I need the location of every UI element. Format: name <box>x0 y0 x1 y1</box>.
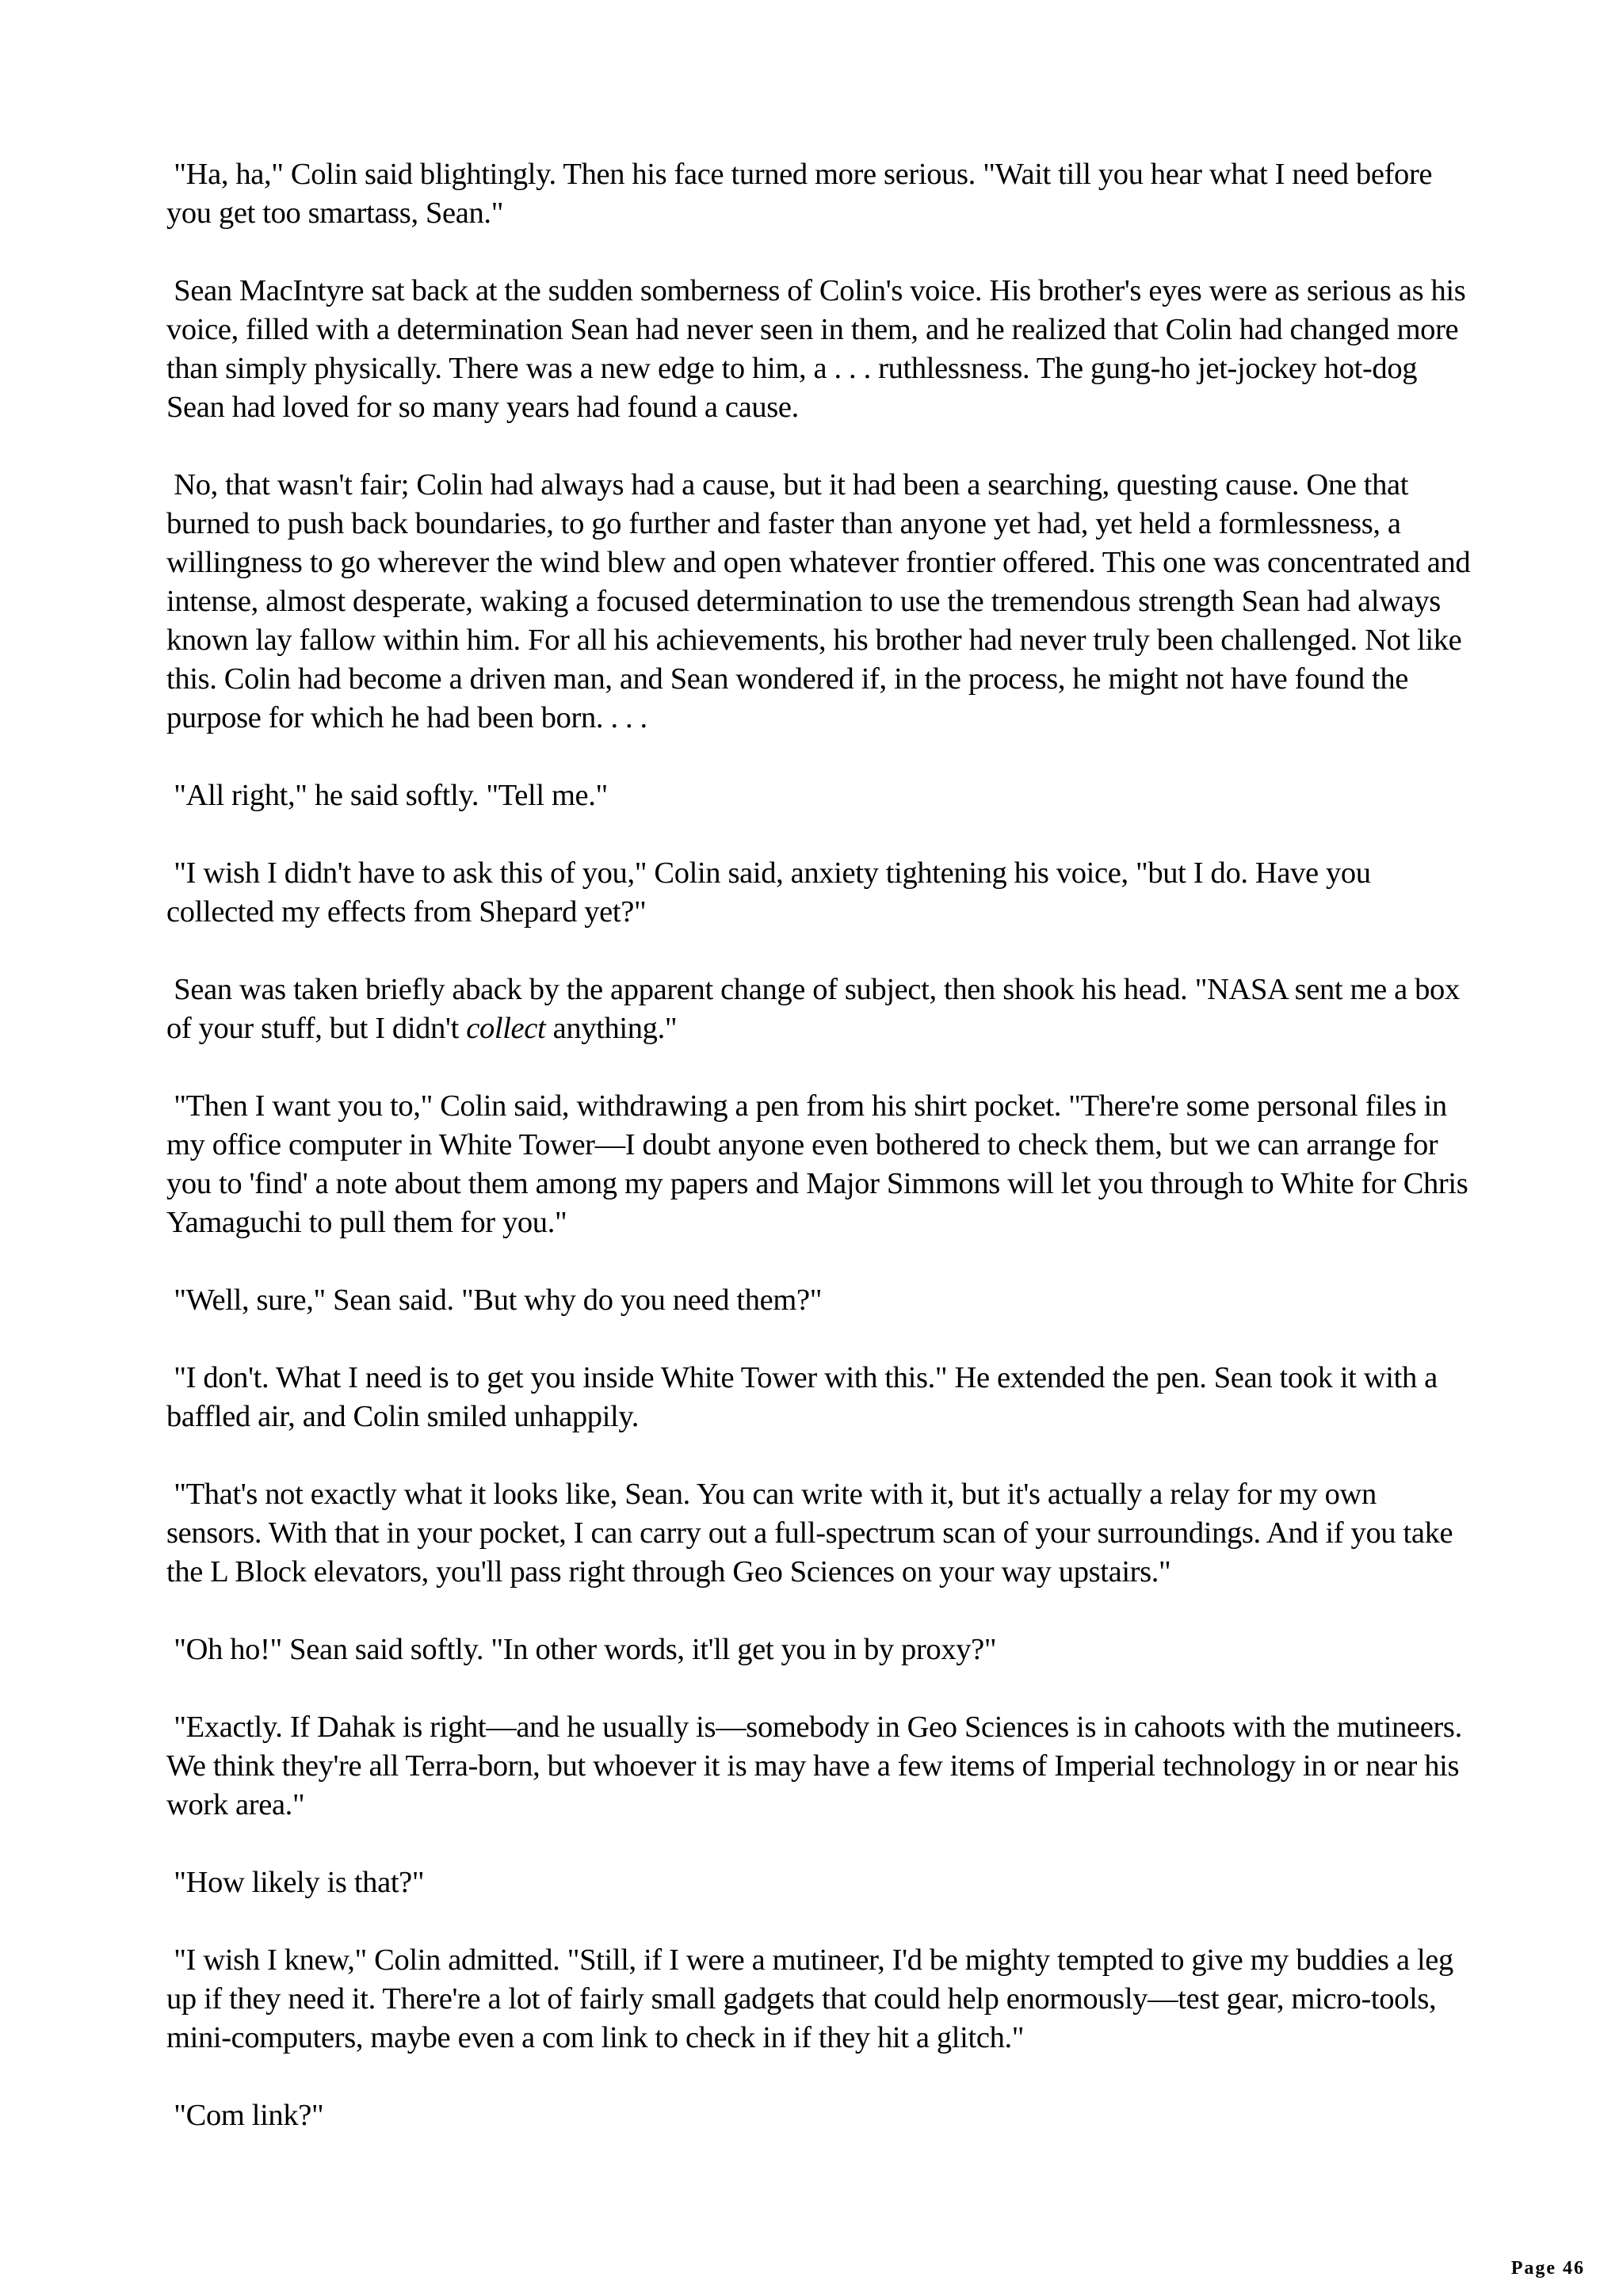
paragraph: "I wish I didn't have to ask this of you," Colin said, anxiety tightening his voice, "but I do. Have you collected my effects from Shepard yet?" <box>166 856 1371 929</box>
paragraph-text-before-emphasis: Sean was taken briefly aback by the apparent change of subject, then shook his head. "NASA sent me a box of your stuff, but I didn't <box>166 973 1460 1045</box>
paragraph: "I don't. What I need is to get you inside White Tower with this." He extended the pen. Sean took it with a baffled air, and Colin smiled unhappily. <box>166 1361 1438 1433</box>
paragraph: No, that wasn't fair; Colin had always had a cause, but it had been a searching, questing cause. One that burned to push back boundaries, to go further and faster than anyone yet had, yet held a formlessness, a willingness to go wherever the wind blew and open whatever frontier offered. This one was concentrated and intense, almost desperate, waking a focused determination to use the tremendous strength Sean had always known lay fallow within him. For all his achievements, his brother had never truly been challenged. Not like this. Colin had become a driven man, and Sean wondered if, in the process, he might not have found the purpose for which he had been born. . . . <box>166 468 1471 734</box>
paragraph: "Oh ho!" Sean said softly. "In other words, it'll get you in by proxy?" <box>166 1633 997 1666</box>
paragraph: "Exactly. If Dahak is right—and he usually is—somebody in Geo Sciences is in cahoots with the mutineers. We think they're all Terra-born, but whoever it is may have a few items of Imperial technology in or near his work area." <box>166 1711 1462 1821</box>
paragraph: "I wish I knew," Colin admitted. "Still, if I were a mutineer, I'd be mighty tempted to give my buddies a leg up if they need it. There're a lot of fairly small gadgets that could help enormously—test gear, micro-tools, mini-computers, maybe even a com link to check in if they hit a glitch." <box>166 1943 1453 2054</box>
paragraph: Sean MacIntyre sat back at the sudden somberness of Colin's voice. His brother's eyes were as serious as his voice, filled with a determination Sean had never seen in them, and he realized that Colin had changed more than simply physically. There was a new edge to him, a . . . ruthlessness. The gung-ho jet-jockey hot-dog Sean had loved for so many years had found a cause. <box>166 274 1466 424</box>
paragraph: "How likely is that?" <box>166 1866 425 1899</box>
paragraph-text-after-emphasis: anything." <box>545 1012 678 1045</box>
paragraph: "All right," he said softly. "Tell me." <box>166 779 608 812</box>
paragraph <box>166 971 1474 1048</box>
page-number: Page 46 <box>1510 2258 1585 2279</box>
paragraph: "Ha, ha," Colin said blightingly. Then his face turned more serious. "Wait till you hear what I need before you get too smartass, Sean." <box>166 158 1433 230</box>
body-text <box>166 155 1474 2135</box>
paragraph: "Com link?" <box>166 2099 324 2132</box>
paragraph: "Then I want you to," Colin said, withdrawing a pen from his shirt pocket. "There're some personal files in my office computer in White Tower—I doubt anyone even bothered to check them, but we can arrange for you to 'find' a note about them among my papers and Major Simmons will let you through to White for Chris Yamaguchi to pull them for you." <box>166 1089 1468 1239</box>
paragraph: "That's not exactly what it looks like, Sean. You can write with it, but it's actually a relay for my own sensors. With that in your pocket, I can carry out a full-spectrum scan of your surroundings. And if you take the L Block elevators, you'll pass right through Geo Sciences on your way upstairs." <box>166 1478 1453 1589</box>
emphasis-text: collect <box>466 1012 546 1045</box>
paragraph: "Well, sure," Sean said. "But why do you need them?" <box>166 1283 823 1317</box>
